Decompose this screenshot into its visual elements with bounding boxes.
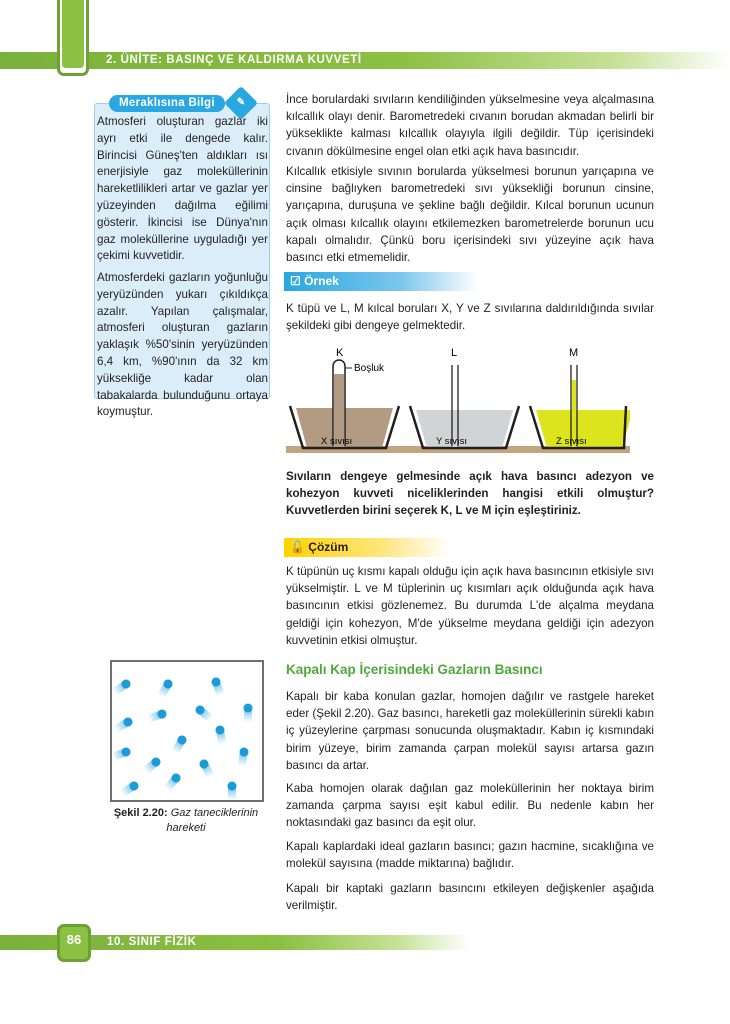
edit-icon: ☑ [290, 274, 301, 288]
gas-molecule [114, 716, 135, 733]
example-label: ☑ Örnek [284, 272, 478, 291]
example-text: K tüpü ve L, M kılcal boruları X, Y ve Z sıvılarına daldırıldığında sıvılar şekildeki gibi dengeye gelmektedir. [286, 302, 654, 333]
liquid-z-label: Z sıvısı [556, 436, 587, 447]
gas-molecule [157, 678, 174, 699]
gas-molecule [147, 708, 167, 723]
figure-caption-text: Gaz taneciklerinin hareketi [166, 807, 259, 834]
gas-molecule [164, 772, 183, 792]
gas-molecule [120, 780, 141, 797]
gas-particles-figure [110, 660, 264, 802]
gas-molecule [112, 746, 132, 761]
label-k: K [336, 347, 344, 359]
gas-paragraph-2: Kaba homojen olarak dağılan gaz moleküllerinin her noktaya birim zamanda çarpma sayısı eşit kabul edilir. Bu nedenle kabın her noktasındaki gaz basıncı da eşit olur. [286, 782, 654, 830]
header-tab-fill [62, 0, 84, 68]
gas-paragraph-1: Kapalı bir kaba konulan gazlar, homojen dağılır ve rastgele hareket eder (Şekil 2.20). Gaz basıncı, hareketli gaz moleküllerinin sürekli kabın iç yüzeylerine çarpması sonucunda oluşmaktadır. Kabın iç kısmındaki birim yüzeye, birim zamanda çarpan molekül sayısı artarsa gazın basıncı da artar. [286, 690, 654, 772]
gap-label: Boşluk [354, 363, 385, 374]
page-number: 86 [66, 932, 82, 947]
molecule-ball [244, 704, 253, 713]
label-l: L [451, 347, 458, 359]
solution-label: 🔓 Çözüm [284, 538, 450, 557]
question-text: Sıvıların dengeye gelmesinde açık hava basıncı adezyon ve kohezyon kuvveti niceliklerinden hangisi etkili olmuştur? Kuvvetlerden birini seçerek K, L ve M için eşleştiriniz. [286, 470, 654, 518]
molecule-ball [228, 782, 237, 791]
gas-paragraph-4: Kapalı bir kaptaki gazların basıncını etkileyen değişkenler aşağıda verilmiştir. [286, 882, 654, 913]
gas-molecule [237, 747, 249, 767]
gas-molecule [194, 704, 214, 723]
gas-molecule [210, 676, 225, 696]
solution-text: K tüpünün uç kısmı kapalı olduğu için açık hava basıncının etkisiyle sıvı yükselmiştir. L ve M tüplerinin uç kısımları açık olduğunda açık hava basıncının etkisi gözlenemez. Bu durumda L'de alçalma meydana geldiği için kohezyon, M'de yükselme meydana geldiği için adezyon kuvvetinin etkisi olmuştur. [286, 565, 654, 647]
gas-molecule [142, 756, 162, 775]
liquid-x-label: X sıvısı [321, 436, 353, 447]
info-icon-glyph: ✎ [236, 97, 246, 108]
capillary-diagram [286, 340, 630, 455]
paragraph-capillarity-1: İnce borulardaki sıvıların kendiliğinden yükselmesine veya alçalmasına kılcallık olayı denir. Barometredeki cıvanın borudan akmadan belirli bir yükseklikte kalması kılcallık olayıyla ilgili değildir. Tüp içerisindeki cıvanın dökülmesine engel olan etki açık hava basıncıdır. [286, 93, 654, 158]
gas-paragraph-3: Kapalı kaplardaki ideal gazların basıncı; gazın hacmine, sıcaklığına ve molekül sayısına (madde miktarına) bağlıdır. [286, 840, 654, 871]
gas-molecule [112, 678, 132, 696]
section-title: Kapalı Kap İçerisindeki Gazların Basıncı [286, 662, 543, 677]
gas-molecule [228, 782, 237, 801]
gas-molecule [215, 725, 227, 745]
label-m: M [569, 347, 579, 359]
book-title: 10. SINIF FİZİK [107, 936, 197, 948]
gas-molecule [171, 734, 188, 755]
curiosity-paragraph-1: Atmosferi oluşturan gazlar iki ayrı etki ile dengede kalır. Birincisi Güneş'ten aldıkları ısı enerjisiyle gaz moleküllerinin hareketlilikleri artar ve gazlar yer yüzeyinden dağılma eğilimi gösterir. İkincisi ise Dünya'nın gaz moleküllerine uyguladığı yer çekimi kuvvetidir. [97, 115, 268, 263]
figure-caption [100, 806, 272, 836]
curiosity-paragraph-2: Atmosferdeki gazların yoğunluğu yeryüzünden yukarı çıkıldıkça azalır. Yapılan çalışmalar, atmosferi oluşturan gazların yaklaşık %50'sinin yeryüzünden 6,4 km, %90'ının da 32 km yüksekliğe kadar olan tabakalarda bulunduğunu ortaya koymuştur. [97, 271, 268, 419]
gas-molecule [244, 704, 253, 723]
liquid-y-label: Y sıvısı [436, 436, 467, 447]
gas-particles-drawing [112, 662, 262, 800]
paragraph-capillarity-2: Kılcallık etkisiyle sıvının borularda yükselmesi borunun yarıçapına ve cinsine bağlıyken barometredeki sıvı yüksekliği borunun cinsine, yarıçapına, duruşuna ve şekline bağlı değildir. Kılcal borunun ucunun açık olması kılcallık olayını etkilemezken barometrelerde borunun ucu kapalı olmalıdır. Çünkü boru içerisindeki sıvı yüzeyine açık hava basıncı etki etmemelidir. [286, 165, 654, 265]
curiosity-box-title: Meraklısına Bilgi [109, 95, 225, 112]
figure-caption-number: Şekil 2.20: [113, 807, 168, 819]
gas-molecule [198, 758, 215, 779]
unit-title: 2. ÜNİTE: BASINÇ VE KALDIRMA KUVVETİ [106, 54, 362, 66]
unlock-icon: 🔓 [290, 540, 305, 554]
